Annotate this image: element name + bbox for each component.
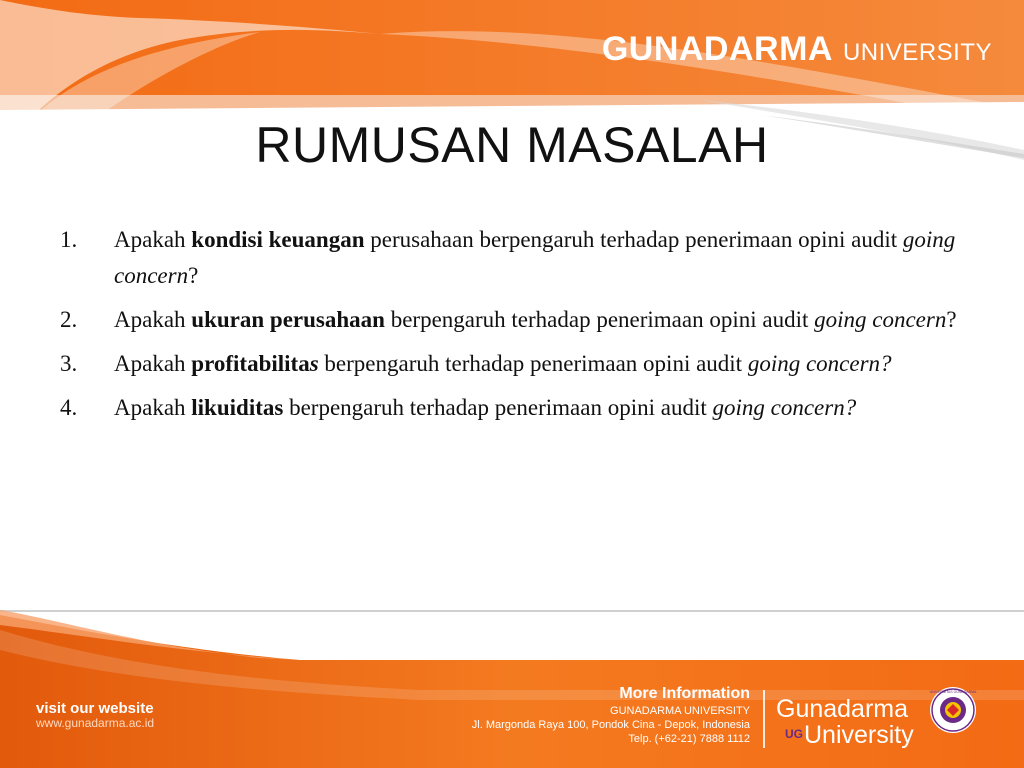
- list-number: 4.: [60, 395, 78, 420]
- visit-website-label: visit our website: [36, 700, 154, 717]
- brand-logo: [602, 30, 992, 69]
- list-text: Apakah kondisi keuangan perusahaan berpengaruh terhadap penerimaan opini audit going concern?: [114, 227, 956, 288]
- info-phone: Telp. (+62-21) 7888 1112: [628, 733, 750, 745]
- problem-list: [60, 222, 980, 434]
- footer-divider: [763, 690, 765, 748]
- list-item: [60, 302, 980, 338]
- list-text: Apakah ukuran perusahaan berpengaruh terhadap penerimaan opini audit going concern?: [114, 307, 957, 332]
- list-text: Apakah likuiditas berpengaruh terhadap penerimaan opini audit going concern?: [114, 395, 857, 420]
- list-number: 2.: [60, 307, 78, 332]
- info-name: GUNADARMA UNIVERSITY: [610, 705, 750, 717]
- list-item: [60, 222, 980, 294]
- contact-info: [472, 684, 750, 746]
- logo-line-1: Gunadarma: [776, 695, 909, 723]
- list-number: 1.: [60, 227, 78, 252]
- list-item: [60, 390, 980, 426]
- info-title: More Information: [619, 685, 750, 702]
- list-number: 3.: [60, 351, 78, 376]
- website-url[interactable]: www.gunadarma.ac.id: [36, 716, 155, 730]
- list-text: Apakah profitabilitas berpengaruh terhadap penerimaan opini audit going concern?: [114, 351, 892, 376]
- list-item: [60, 346, 980, 382]
- brand-sub-text: UNIVERSITY: [842, 39, 992, 66]
- info-address: Jl. Margonda Raya 100, Pondok Cina - Depok, Indonesia: [471, 719, 750, 731]
- university-seal-icon: [928, 685, 978, 735]
- logo-line-2: University: [804, 721, 914, 749]
- slide-title: RUMUSAN MASALAH: [255, 117, 769, 173]
- brand-main-text: GUNADARMA: [601, 30, 833, 68]
- svg-text:UNIVERSITAS GUNADARMA: UNIVERSITAS GUNADARMA: [929, 690, 977, 694]
- ug-mark: UG: [785, 727, 803, 741]
